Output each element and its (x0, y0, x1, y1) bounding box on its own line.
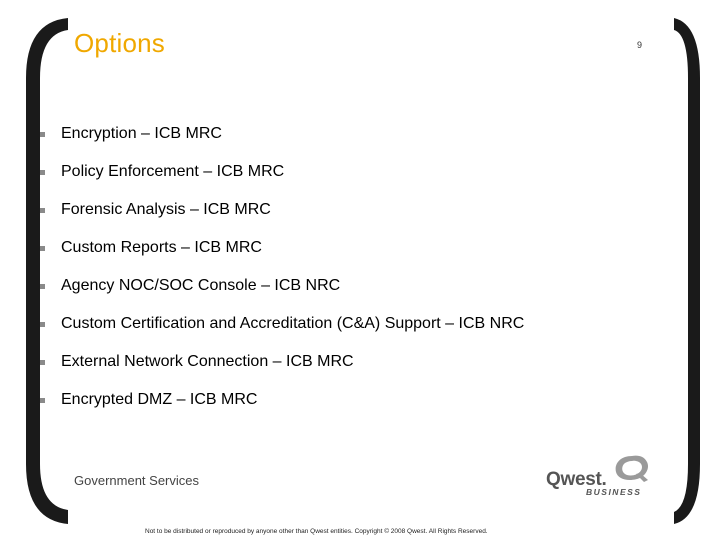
bullet-text: Encrypted DMZ – ICB MRC (61, 391, 258, 408)
list-item (40, 238, 524, 276)
bullet-marker (40, 208, 45, 213)
bullet-marker (40, 246, 45, 251)
bullet-text: Custom Certification and Accreditation (C&A) Support – ICB NRC (61, 315, 525, 332)
bullet-marker (40, 322, 45, 327)
list-item (40, 352, 524, 390)
list-item (40, 124, 524, 162)
bullet-text: Policy Enforcement – ICB MRC (61, 163, 285, 180)
bullet-marker (40, 360, 45, 365)
slide-title: Options (74, 28, 166, 58)
list-item (40, 390, 524, 428)
right-bracket-decoration (674, 18, 702, 524)
logo-subtitle: BUSINESS (586, 487, 642, 497)
bullet-marker (40, 170, 45, 175)
qwest-logo (542, 454, 654, 500)
bullet-text: Forensic Analysis – ICB MRC (61, 201, 271, 218)
bullet-text: Encryption – ICB MRC (61, 125, 222, 142)
bullet-text: Custom Reports – ICB MRC (61, 239, 262, 256)
footer-division: Government Services (74, 473, 199, 488)
bullet-text: External Network Connection – ICB MRC (61, 353, 354, 370)
bullet-marker (40, 398, 45, 403)
copyright-disclaimer: Not to be distributed or reproduced by anyone other than Qwest entities. Copyright © 2008 Qwest. All Rights Reserved. (145, 528, 488, 535)
list-item (40, 276, 524, 314)
qwest-logo-icon (610, 454, 652, 484)
bullet-list (40, 124, 524, 428)
bullet-marker (40, 132, 45, 137)
page-number: 9 (637, 40, 643, 50)
logo-wordmark: Qwest. (546, 469, 607, 490)
list-item (40, 314, 524, 352)
list-item (40, 162, 524, 200)
list-item (40, 200, 524, 238)
bullet-text: Agency NOC/SOC Console – ICB NRC (61, 277, 341, 294)
bullet-marker (40, 284, 45, 289)
